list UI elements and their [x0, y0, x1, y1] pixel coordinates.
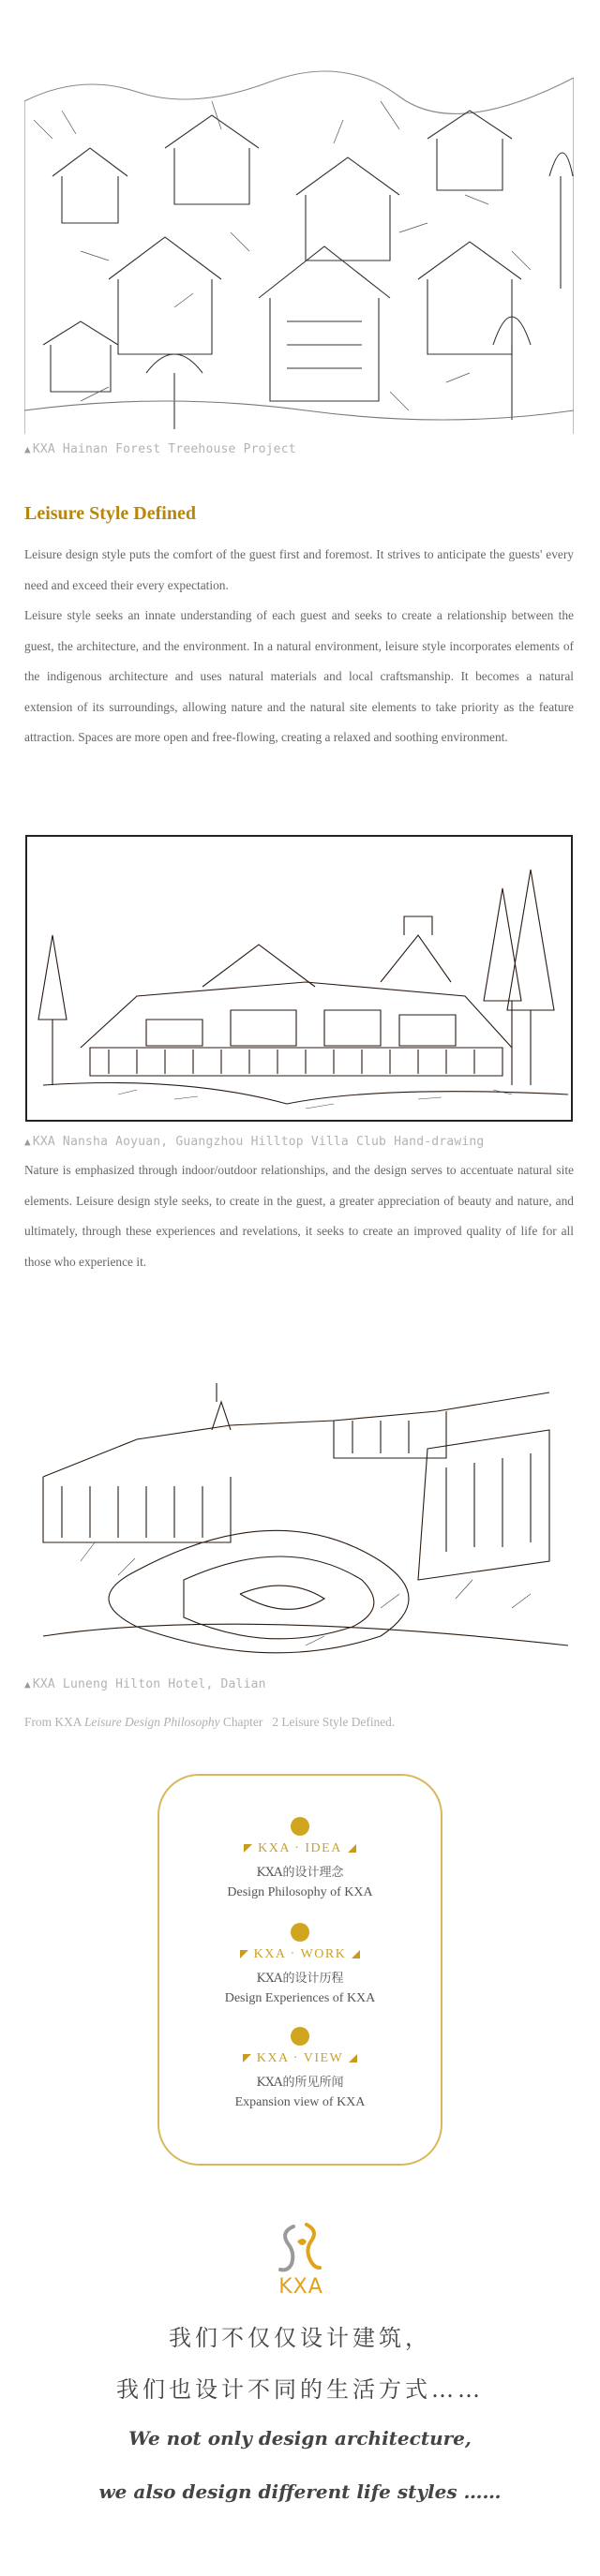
kxa-logo-text: KXA: [278, 2275, 323, 2299]
slogan-cn-line-2: 我们也设计不同的生活方式……: [116, 2376, 484, 2403]
treehouse-sketch-image: [24, 64, 574, 434]
hilton-hotel-sketch-drawing: [24, 1327, 574, 1664]
villa-club-caption-text: KXA Nansha Aoyuan, Guangzhou Hilltop Villa Club Hand-drawing: [32, 1135, 485, 1149]
gold-dot-icon: [291, 1817, 309, 1836]
triangle-icon: ▲: [24, 1136, 31, 1148]
kxa-work-section[interactable]: [159, 1923, 441, 2006]
kxa-idea-title: KXA · IDEA: [258, 1841, 342, 1855]
section-heading: Leisure Style Defined: [24, 503, 196, 524]
hilton-hotel-caption: [24, 1677, 266, 1691]
source-suffix: Chapter 2 Leisure Style Defined.: [219, 1715, 396, 1729]
source-book-title: Leisure Design Philosophy: [83, 1715, 220, 1729]
paragraph-2: Leisure style seeks an innate understanding of each guest and seeks to create a relationship between the guest, the architecture, and the environment. In a natural environment, leisure style incorporates elements of the indigenous architecture and uses natural materials and local craftsmanship. It becomes a natural extension of its surroundings, allowing nature and the natural site elements to take priority as the feature attraction. Spaces are more open and free-flowing, creating a relaxed and soothing environment.: [24, 608, 574, 745]
kxa-view-en: Expansion view of KXA: [234, 2095, 366, 2109]
triangle-icon: ▲: [24, 1678, 31, 1690]
slogan-cn-line-1: 我们不仅仅设计建筑，: [169, 2325, 431, 2351]
kxa-idea-cn: KXA的设计理念: [256, 1866, 344, 1880]
kxa-work-cn: KXA的设计历程: [256, 1972, 344, 1986]
flag-left-icon: [240, 1950, 248, 1958]
kxa-idea-en: Design Philosophy of KXA: [227, 1885, 373, 1899]
hilton-hotel-sketch-image: [24, 1327, 574, 1664]
slogan-en-line-2: we also design different life styles ……: [98, 2480, 502, 2503]
flag-right-icon: [349, 2054, 357, 2062]
kxa-view-cn: KXA的所见所闻: [256, 2076, 344, 2090]
flag-right-icon: [348, 1844, 356, 1853]
treehouse-caption-text: KXA Hainan Forest Treehouse Project: [32, 442, 296, 456]
kxa-logo-mark-icon: [273, 2219, 329, 2275]
slogan-en-line-1: We not only design architecture,: [128, 2427, 472, 2449]
flag-left-icon: [243, 2054, 251, 2062]
kxa-navigation-card: [158, 1774, 442, 2166]
kxa-work-title: KXA · WORK: [253, 1947, 347, 1961]
kxa-work-title-row: [159, 1947, 441, 1962]
villa-club-sketch-drawing: [24, 832, 574, 1124]
kxa-view-title: KXA · VIEW: [256, 2051, 344, 2065]
kxa-work-en: Design Experiences of KXA: [224, 1991, 376, 2005]
source-citation: [24, 1715, 395, 1730]
kxa-view-section[interactable]: [159, 2027, 441, 2110]
kxa-idea-section[interactable]: [159, 1817, 441, 1900]
villa-club-caption: [24, 1135, 484, 1149]
flag-left-icon: [244, 1844, 252, 1853]
treehouse-sketch-drawing: [24, 64, 574, 434]
villa-club-sketch-image: [24, 832, 574, 1124]
flag-right-icon: [352, 1950, 360, 1958]
source-prefix: From KXA: [24, 1715, 84, 1729]
kxa-view-title-row: [159, 2051, 441, 2066]
kxa-idea-title-row: [159, 1841, 441, 1856]
gold-dot-icon: [291, 1923, 309, 1942]
paragraph-1: Leisure design style puts the comfort of the guest first and foremost. It strives to anticipate the guests' every need and exceed their every expectation.: [24, 547, 574, 592]
treehouse-caption: [24, 442, 296, 456]
gold-dot-icon: [291, 2027, 309, 2046]
hilton-hotel-caption-text: KXA Luneng Hilton Hotel, Dalian: [32, 1677, 266, 1691]
kxa-logo: [273, 2219, 329, 2303]
paragraph-3: Nature is emphasized through indoor/outdoor relationships, and the design serves to accentuate natural site elements. Leisure design style seeks, to create in the guest, a greater appreciation of beauty and nature, and ultimately, through these experiences and revelations, it seeks to create an improved quality of life for all those who experience it.: [24, 1163, 574, 1269]
triangle-icon: ▲: [24, 443, 31, 455]
